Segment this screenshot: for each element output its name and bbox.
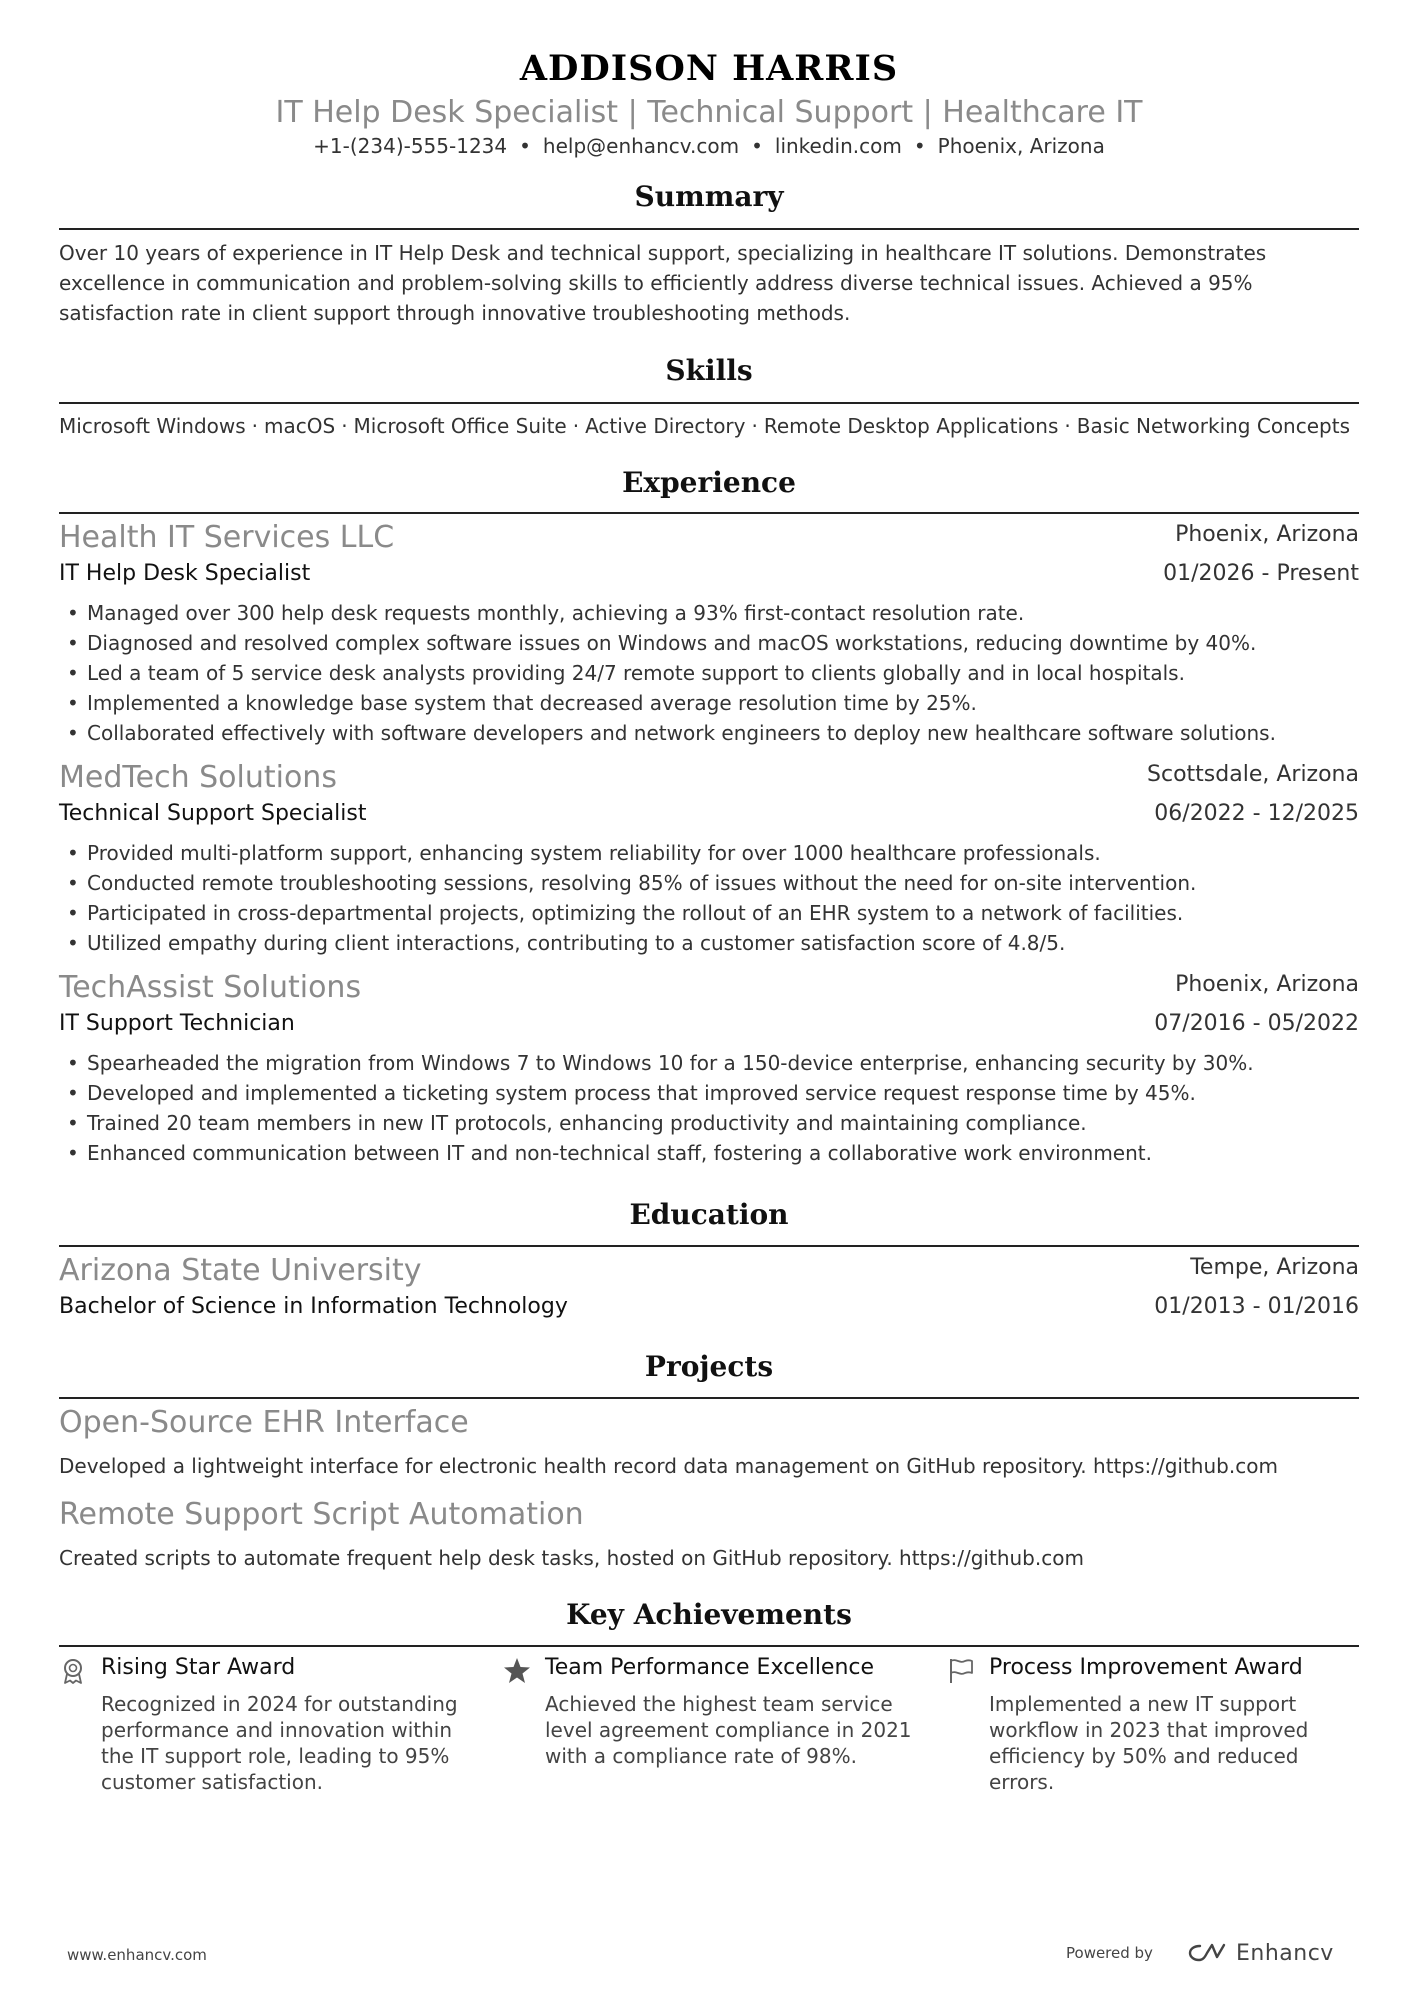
- skill-item: Microsoft Windows: [59, 414, 246, 438]
- separator-dot: •: [519, 134, 531, 158]
- skills-list: Microsoft Windows · macOS · Microsoft Office Suite · Active Directory · Remote Desktop Applications · Basic Networking Concepts: [59, 414, 1350, 438]
- achievements-heading: Key Achievements: [566, 1598, 852, 1631]
- contact-line: [59, 134, 1359, 158]
- project-name: Remote Support Script Automation: [59, 1497, 584, 1532]
- bullet-item: • Conducted remote troubleshooting sessions, resolving 85% of issues without the need for on-site intervention.: [59, 868, 1359, 898]
- footer-url-link[interactable]: www.enhancv.com: [67, 1946, 207, 1964]
- section-divider: [59, 1645, 1359, 1647]
- skill-item: Basic Networking Concepts: [1076, 414, 1350, 438]
- bullet-item: • Trained 20 team members in new IT protocols, enhancing productivity and maintaining compliance.: [59, 1108, 1359, 1138]
- company-name: Health IT Services LLC: [59, 520, 395, 555]
- bullet-item: • Participated in cross-departmental projects, optimizing the rollout of an EHR system to a network of facilities.: [59, 898, 1359, 928]
- skill-item: Microsoft Office Suite: [353, 414, 567, 438]
- section-divider: [59, 1397, 1359, 1399]
- experience-heading: Experience: [622, 466, 796, 499]
- location-text: Phoenix, Arizona: [937, 134, 1105, 158]
- skill-item: Remote Desktop Applications: [763, 414, 1059, 438]
- email-link[interactable]: help@enhancv.com: [542, 134, 740, 158]
- achievement-title: Rising Star Award: [101, 1655, 296, 1680]
- project-description: Developed a lightweight interface for electronic health record data management on GitHub repository. https://github.com: [59, 1454, 1278, 1478]
- achievement-description: Recognized in 2024 for outstanding performance and innovation within the IT support role, leading to 95% customer satisfaction.: [101, 1692, 458, 1794]
- achievement-description: Achieved the highest team service level agreement compliance in 2021 with a compliance rate of 98%.: [545, 1692, 912, 1768]
- job-bullets: [59, 598, 1359, 748]
- candidate-headline: IT Help Desk Specialist | Technical Support | Healthcare IT: [275, 95, 1143, 130]
- separator-dot: •: [751, 134, 763, 158]
- bullet-item: • Implemented a knowledge base system that decreased average resolution time by 25%.: [59, 688, 1359, 718]
- job-dates: 01/2026 - Present: [1163, 561, 1359, 586]
- school-name: Arizona State University: [59, 1253, 422, 1288]
- bullet-item: • Developed and implemented a ticketing system process that improved service request response time by 45%.: [59, 1078, 1359, 1108]
- education-dates: 01/2013 - 01/2016: [1154, 1294, 1359, 1319]
- candidate-name: ADDISON HARRIS: [519, 48, 899, 89]
- enhancv-logo-text: Enhancv: [1236, 1940, 1334, 1966]
- summary-heading: Summary: [634, 180, 784, 213]
- section-divider: [59, 228, 1359, 230]
- job-bullets: [59, 1048, 1359, 1168]
- education-heading: Education: [629, 1198, 789, 1231]
- bullet-item: • Led a team of 5 service desk analysts providing 24/7 remote support to clients globally and in local hospitals.: [59, 658, 1359, 688]
- bullet-item: • Provided multi-platform support, enhancing system reliability for over 1000 healthcare professionals.: [59, 838, 1359, 868]
- skill-item: macOS: [264, 414, 336, 438]
- company-location: Scottsdale, Arizona: [1147, 762, 1359, 787]
- job-title: Technical Support Specialist: [59, 801, 367, 826]
- degree-name: Bachelor of Science in Information Technology: [59, 1294, 568, 1319]
- achievement-title: Team Performance Excellence: [545, 1655, 875, 1680]
- bullet-item: • Collaborated effectively with software developers and network engineers to deploy new healthcare software solutions.: [59, 718, 1359, 748]
- phone-text: +1-(234)-555-1234: [313, 134, 508, 158]
- projects-heading: Projects: [644, 1350, 774, 1383]
- section-divider: [59, 512, 1359, 514]
- enhancv-logo-icon: [1186, 1940, 1230, 1966]
- powered-by-label: Powered by: [1066, 1944, 1153, 1962]
- star-icon: [503, 1657, 531, 1685]
- job-dates: 06/2022 - 12/2025: [1154, 801, 1359, 826]
- achievement-title: Process Improvement Award: [989, 1655, 1303, 1680]
- bullet-item: • Spearheaded the migration from Windows 7 to Windows 10 for a 150-device enterprise, enhancing security by 30%.: [59, 1048, 1359, 1078]
- section-divider: [59, 402, 1359, 404]
- enhancv-logo[interactable]: [1186, 1936, 1334, 1970]
- linkedin-link[interactable]: linkedin.com: [774, 134, 902, 158]
- project-name: Open-Source EHR Interface: [59, 1405, 469, 1440]
- job-title: IT Support Technician: [59, 1011, 295, 1036]
- skill-item: Active Directory: [585, 414, 746, 438]
- company-name: MedTech Solutions: [59, 760, 337, 795]
- project-description: Created scripts to automate frequent help desk tasks, hosted on GitHub repository. https://github.com: [59, 1546, 1084, 1570]
- award-ribbon-icon: [59, 1657, 87, 1685]
- bullet-item: • Utilized empathy during client interactions, contributing to a customer satisfaction score of 4.8/5.: [59, 928, 1359, 958]
- skills-heading: Skills: [665, 354, 753, 387]
- company-location: Phoenix, Arizona: [1175, 522, 1359, 547]
- school-location: Tempe, Arizona: [1190, 1255, 1359, 1280]
- flag-icon: [947, 1657, 975, 1685]
- summary-text: Over 10 years of experience in IT Help Desk and technical support, specializing in healthcare IT solutions. Demonstrates excellence in communication and problem-solving skills to efficiently address diverse technical issues. Achieved a 95% satisfaction rate in client support through innovative troubleshooting methods.: [59, 241, 1267, 325]
- achievement-description: Implemented a new IT support workflow in 2023 that improved efficiency by 50% and reduced errors.: [989, 1692, 1309, 1794]
- job-dates: 07/2016 - 05/2022: [1154, 1011, 1359, 1036]
- company-name: TechAssist Solutions: [59, 970, 362, 1005]
- bullet-item: • Managed over 300 help desk requests monthly, achieving a 93% first-contact resolution rate.: [59, 598, 1359, 628]
- company-location: Phoenix, Arizona: [1175, 972, 1359, 997]
- section-divider: [59, 1245, 1359, 1247]
- job-bullets: [59, 838, 1359, 958]
- job-title: IT Help Desk Specialist: [59, 561, 311, 586]
- separator-dot: •: [913, 134, 926, 158]
- bullet-item: • Enhanced communication between IT and non-technical staff, fostering a collaborative work environment.: [59, 1138, 1359, 1168]
- bullet-item: • Diagnosed and resolved complex software issues on Windows and macOS workstations, reducing downtime by 40%.: [59, 628, 1359, 658]
